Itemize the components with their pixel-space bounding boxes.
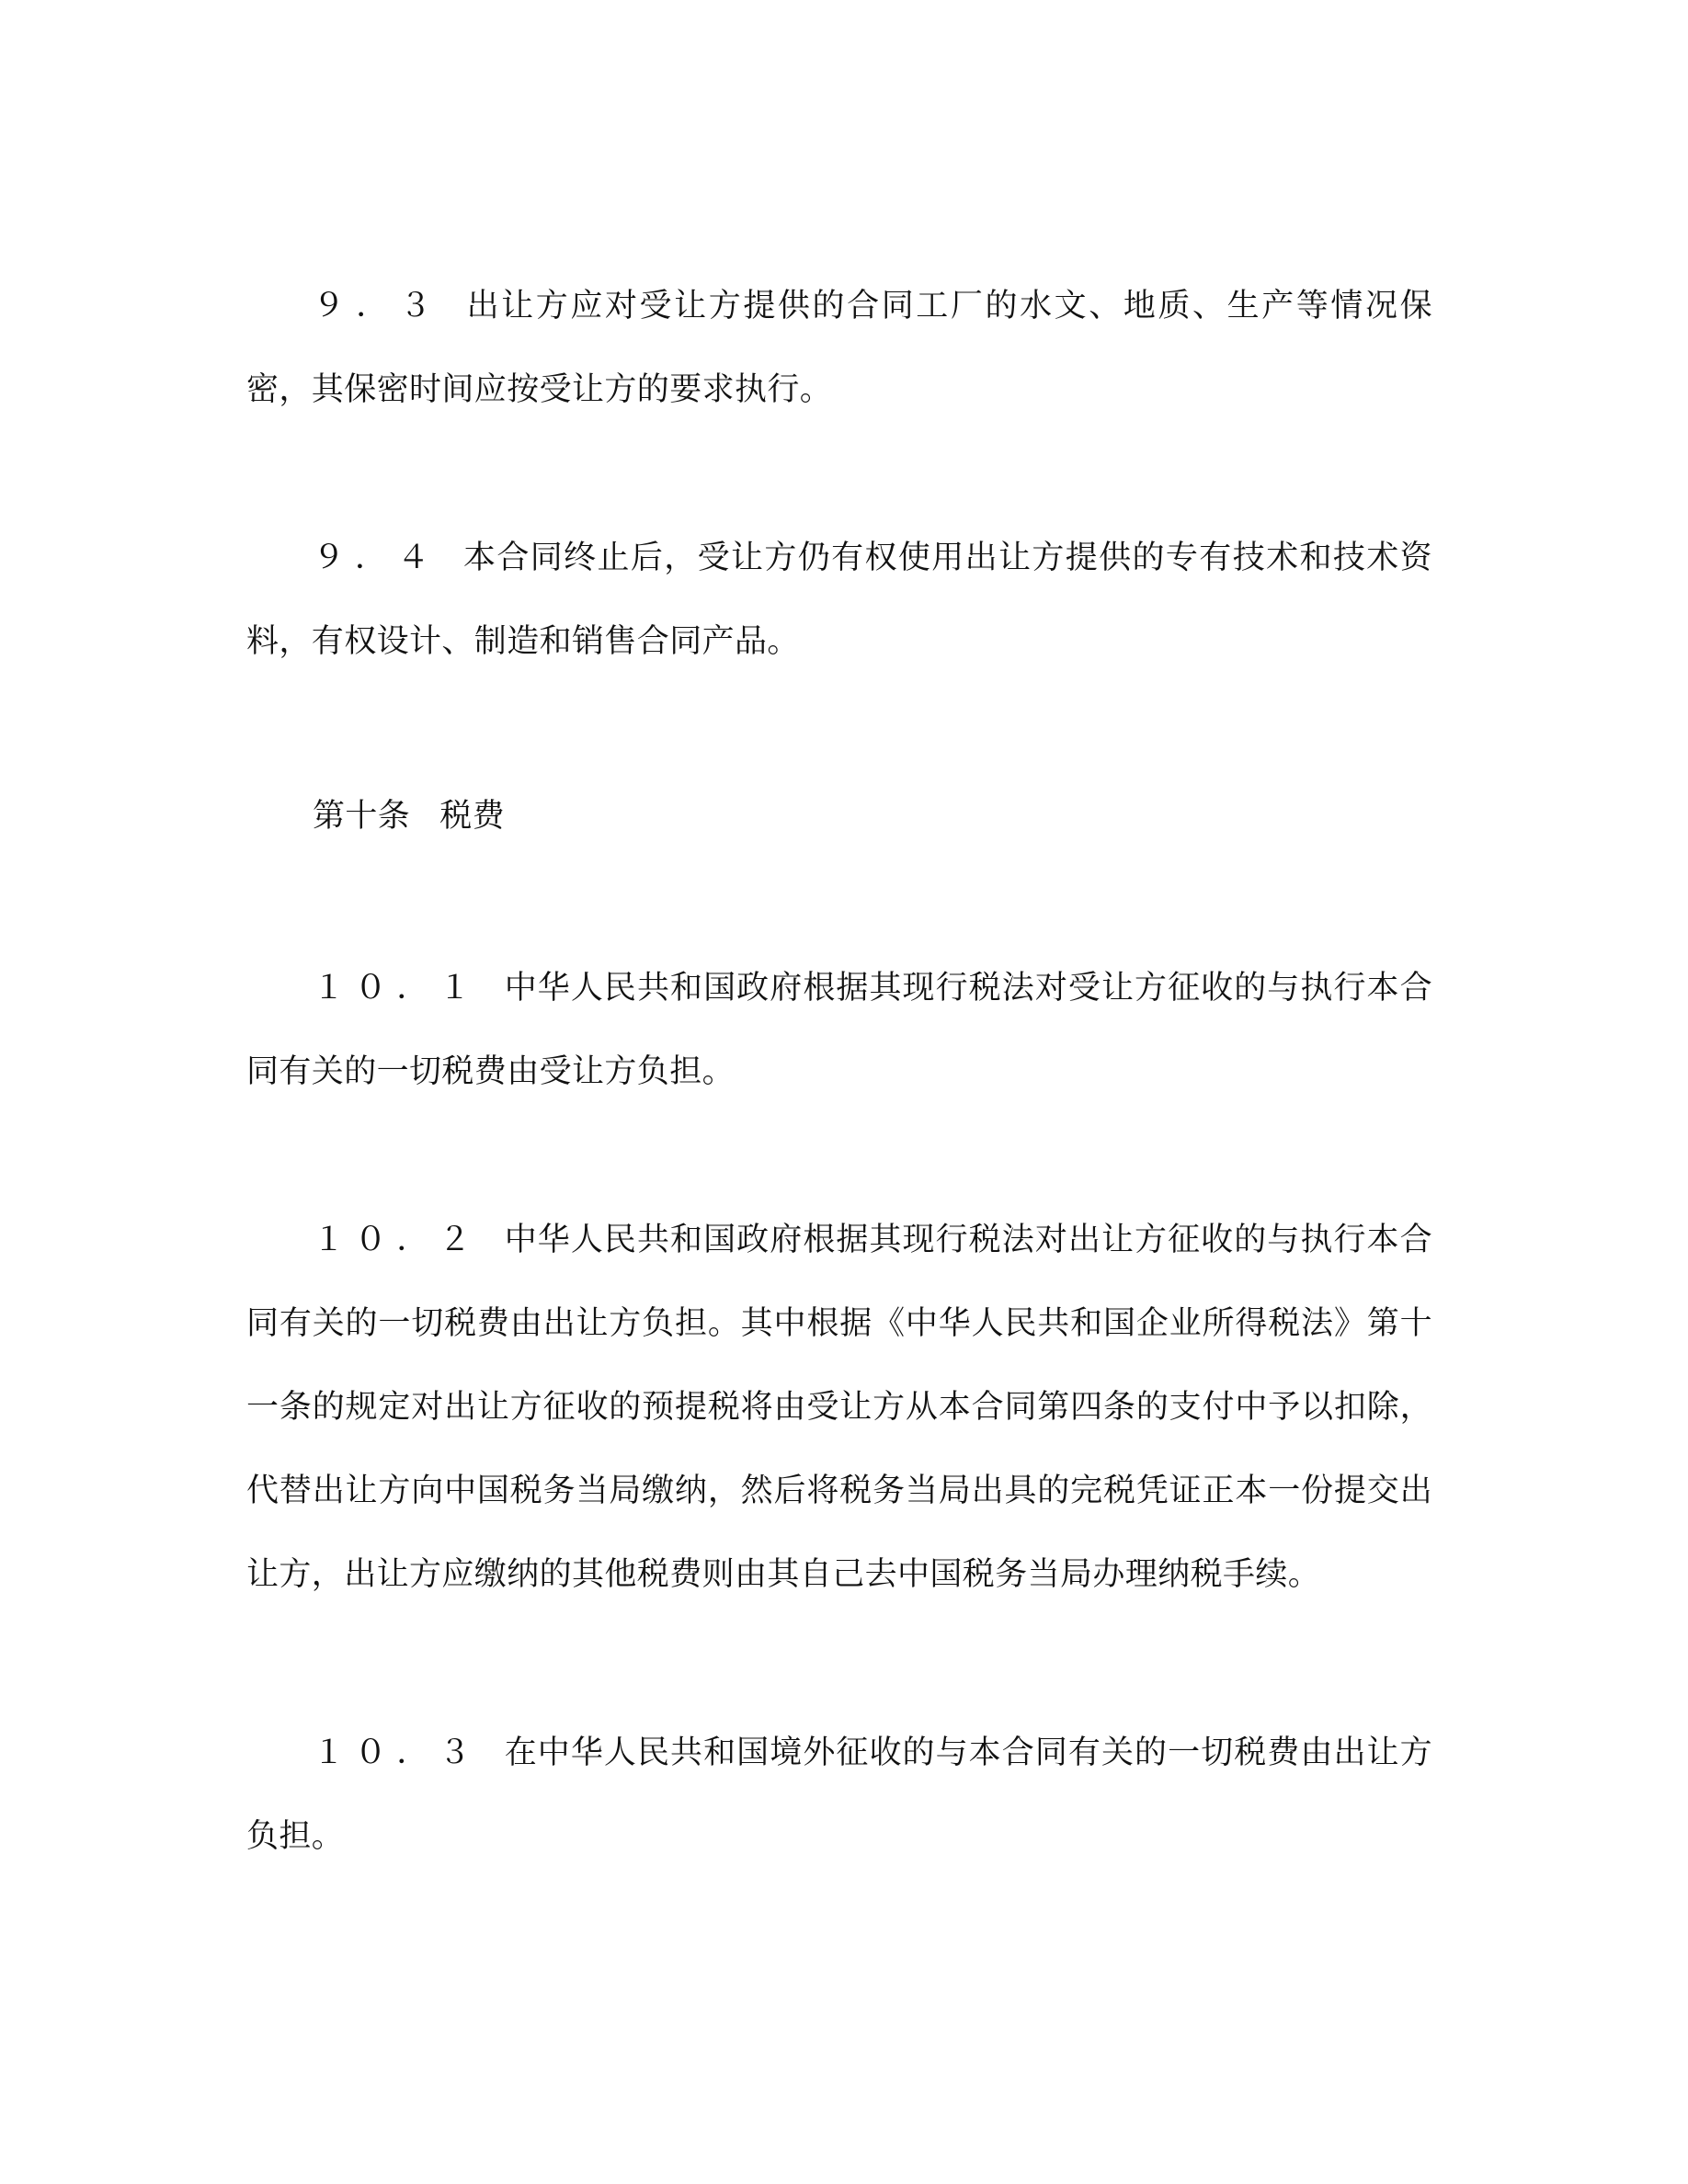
clause-number: １０．２	[313, 1222, 481, 1258]
clause-text: 在中华人民共和国境外征收的与本合同有关的一切税费由出让方负担。	[246, 1735, 1432, 1855]
article-number: 第十条	[313, 798, 411, 835]
clause-text: 中华人民共和国政府根据其现行税法对受让方征收的与执行本合同有关的一切税费由受让方负担。	[246, 970, 1432, 1090]
clause-text: 出让方应对受让方提供的合同工厂的水文、地质、生产等情况保密，其保密时间应按受让方的要求执行。	[246, 288, 1432, 408]
clause-number: １０．３	[313, 1735, 481, 1771]
article-title: 税费	[439, 798, 506, 835]
article-heading	[313, 789, 505, 844]
clause-number: ９．３	[313, 288, 443, 324]
clause-10-3	[246, 1712, 1432, 1879]
clause-10-2	[246, 1199, 1432, 1617]
clause-9-4	[246, 517, 1432, 684]
clause-text: 中华人民共和国政府根据其现行税法对出让方征收的与执行本合同有关的一切税费由出让方负担。其中根据《中华人民共和国企业所得税法》第十一条的规定对出让方征收的预提税将由受让方从本合同第四条的支付中予以扣除，代替出让方向中国税务当局缴纳，然后将税务当局出具的完税凭证正本一份提交出让方，出让方应缴纳的其他税费则由其自己去中国税务当局办理纳税手续。	[246, 1222, 1432, 1593]
clause-number: １０．１	[313, 970, 481, 1007]
clause-text: 本合同终止后，受让方仍有权使用出让方提供的专有技术和技术资料，有权设计、制造和销售合同产品。	[246, 540, 1432, 660]
clause-10-1	[246, 947, 1432, 1114]
clause-number: ９．４	[313, 540, 439, 576]
clause-9-3	[246, 265, 1432, 432]
